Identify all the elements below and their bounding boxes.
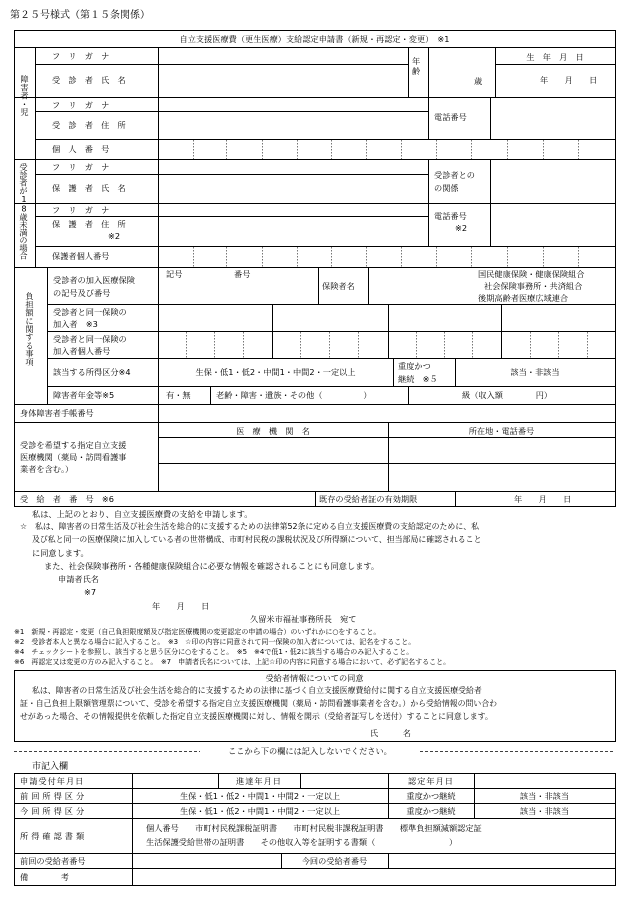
office-title: 市記入欄	[32, 762, 69, 772]
office-this-number-label: 今回の受給者番号	[301, 856, 368, 866]
consent-signature-input[interactable]	[420, 726, 610, 739]
guardian-address-label: 保 護 者 住 所	[52, 219, 126, 229]
pension-label: 障害者年金等※5	[53, 390, 115, 400]
heavy-continuous-label-1: 重度かつ	[398, 361, 431, 371]
income-category-options[interactable]: 生保・低1・低2・中間1・中間2・一定以上	[195, 367, 356, 377]
facility-name-column: 医 療 機 関 名	[236, 426, 310, 436]
note-2: ※2 受診者本人と異なる場合に記入すること。 ※3 ☆印の内容に同意されて同一保険の加入者については、記名をすること。	[14, 638, 416, 646]
same-insurance-num-label-2: 加入者個人番号	[53, 346, 111, 356]
relation-label-1: 受診者との	[434, 170, 475, 180]
office-heavy-options-2: 該当・非該当	[519, 806, 570, 816]
age-unit: 歳	[474, 76, 483, 86]
consent-title: 受給者情報についての同意	[265, 673, 364, 683]
office-heavy-label-1: 重度かつ継続	[406, 791, 456, 801]
cut-line-text: ここから下の欄には記入しないでください。	[228, 746, 392, 756]
same-insurance-num-input[interactable]	[160, 333, 615, 357]
office-prev-income-options: 生保・低1・低2・中間1・中間2・一定以上	[179, 791, 341, 801]
consent-line-3: せがあった場合、その情報提供を依頼した指定自立支援医療機関に対し、情報を開示（受給者証写しを送付）することに同意します。	[20, 712, 493, 721]
note-3: ※4 チェックシートを参照し、該当すると思う区分に○をすること。 ※5 ※4で低1・低2に該当する場合のみ記入すること。	[14, 648, 414, 656]
guardian-address-note: ※2	[108, 231, 121, 241]
office-docs-line-2: 生活保護受給世帯の証明書 その他収入等を証明する書類（ ）	[146, 837, 458, 847]
office-received-label: 申請受付年月日	[20, 776, 85, 786]
same-insurance-input[interactable]	[160, 306, 615, 330]
pension-types[interactable]: 老齢・障害・遺族・その他（ ）	[216, 390, 372, 400]
pension-grade[interactable]: 級（収入額 円）	[462, 390, 553, 400]
birthdate-label: 生 年 月 日	[526, 52, 584, 62]
same-insurance-label-2: 加入者 ※3	[53, 319, 98, 329]
heavy-continuous-options[interactable]: 該当・非該当	[510, 367, 560, 377]
existing-cert-date[interactable]: 年 月 日	[514, 494, 572, 504]
burden-section-label: 負担額に関する事項	[25, 292, 35, 366]
patient-furigana-input[interactable]	[160, 48, 406, 63]
insurance-number-label: 番号	[234, 269, 251, 279]
guardian-section-label: 受診者が18歳未満の場合	[19, 163, 29, 259]
guardian-phone-input[interactable]	[492, 204, 614, 245]
office-heavy-label-2: 重度かつ継続	[406, 806, 456, 816]
insurer-types-1: 国民健康保険・健康保険組合	[478, 269, 585, 279]
handbook-label: 身体障害者手帳番号	[20, 408, 94, 418]
applicant-note: ※7	[84, 587, 97, 597]
patient-furigana-label: フ リ ガ ナ	[52, 51, 110, 61]
guardian-address-input[interactable]	[160, 218, 426, 245]
guardian-furigana-label: フ リ ガ ナ	[52, 162, 110, 172]
addressee: 久留米市福祉事務所長 宛て	[250, 614, 357, 624]
patient-phone-label: 電話番号	[434, 112, 467, 122]
same-insurance-label-1: 受診者と同一保険の	[53, 307, 127, 317]
age-input[interactable]	[430, 65, 494, 96]
recipient-number-input[interactable]	[160, 493, 314, 506]
office-prev-income-label: 前回所得区分	[20, 791, 88, 801]
relation-label-2: の関係	[434, 183, 459, 193]
note-4: ※6 再認定又は変更の方のみ記入すること。 ※7 申請者氏名については、上記☆印の内容に同意する場合において、必ず記名すること。	[14, 658, 451, 666]
existing-cert-label: 既存の受給者証の有効期限	[319, 494, 418, 504]
declaration-line-3: 及び私と同一の医療保険に加入している者の世帯構成、市町村民税の課税状況及び所得額について、担当部局に確認されること	[32, 535, 482, 544]
handbook-input[interactable]	[160, 406, 615, 421]
insurance-label-1: 受診者の加入医療保険	[53, 275, 135, 285]
guardian-name-label: 保 護 者 氏 名	[52, 183, 126, 193]
consent-signature-label: 氏 名	[370, 728, 411, 738]
patient-my-number-input[interactable]	[160, 140, 615, 158]
facility-address-input-1[interactable]	[390, 439, 614, 462]
patient-phone-input[interactable]	[492, 98, 614, 138]
applicant-name-input[interactable]	[110, 572, 410, 598]
recipient-number-label: 受 給 者 番 号 ※6	[20, 494, 114, 504]
office-approved-label: 認定年月日	[408, 776, 454, 786]
form-title: 自立支援医療費（更生医療）支給認定申請書（新規・再認定・変更） ※1	[179, 34, 450, 44]
age-label: 年齢	[412, 56, 421, 76]
facility-name-input-2[interactable]	[160, 465, 386, 490]
income-category-label: 該当する所得区分※4	[53, 367, 131, 377]
guardian-furigana-input[interactable]	[160, 160, 426, 173]
patient-name-input[interactable]	[160, 65, 406, 96]
patient-section-label: 障害者・児	[20, 75, 30, 116]
guardian-phone-note: ※2	[455, 223, 468, 233]
note-1: ※1 新規・再認定・変更（自己負担限度額及び指定医療機関の変更認定の申請の場合）のいずれかに○をすること。	[14, 628, 381, 636]
office-this-income-label: 今回所得区分	[20, 806, 88, 816]
guardian-phone-label: 電話番号	[434, 211, 467, 221]
guardian-name-input[interactable]	[160, 176, 426, 202]
patient-my-number-label: 個 人 番 号	[52, 144, 110, 154]
guardian-my-number-label: 保護者個人番号	[52, 251, 110, 261]
guardian-address-furigana-input[interactable]	[160, 204, 426, 215]
facility-label-3: 業者を含む。）	[20, 464, 74, 474]
facility-label-2: 医療機関（薬局・訪問看護事	[20, 452, 127, 462]
birthdate-placeholder: 年 月 日	[540, 75, 598, 85]
declaration-line-1: 私は、上記のとおり、自立支援医療費の支給を申請します。	[32, 509, 253, 519]
patient-name-label: 受 診 者 氏 名	[52, 75, 126, 85]
insurance-number-input[interactable]	[160, 280, 316, 302]
insurer-types-2: 社会保険事務所・共済組合	[484, 281, 583, 291]
form-number: 第２５号様式（第１５条関係）	[10, 10, 150, 21]
declaration-line-2: ☆ 私は、障害者の日常生活及び社会生活を総合的に支援するための法律第52条に定める自立支援医療費の支給認定のために、私	[20, 522, 479, 531]
facility-address-column: 所在地・電話番号	[468, 426, 535, 436]
consent-line-2: 証・自己負担上限額管理票について、受診を希望する指定自立支援医療機関（薬局・訪問看護事業者を含む。）から受給情報の問い合わ	[20, 699, 498, 708]
patient-furigana2-label: フ リ ガ ナ	[52, 100, 110, 110]
birthdate-input[interactable]	[497, 65, 614, 96]
guardian-my-number-input[interactable]	[160, 248, 615, 266]
guardian-furigana2-label: フ リ ガ ナ	[52, 205, 110, 215]
patient-address-input[interactable]	[160, 112, 426, 138]
same-insurance-num-label-1: 受診者と同一保険の	[53, 334, 127, 344]
facility-address-input-2[interactable]	[390, 465, 614, 490]
office-progress-label: 進達年月日	[236, 776, 282, 786]
office-remarks-label: 備 考	[20, 872, 71, 882]
facility-label-1: 受診を希望する指定自立支援	[20, 440, 127, 450]
declaration-line-4: に同意します。	[32, 548, 89, 558]
office-prev-number-label: 前回の受給者番号	[20, 856, 86, 866]
facility-name-input-1[interactable]	[160, 439, 386, 462]
insurance-symbol-label: 記号	[166, 269, 183, 279]
insurer-types-3: 後期高齢者医療広域連合	[478, 293, 569, 303]
office-this-income-options: 生保・低1・低2・中間1・中間2・一定以上	[179, 806, 341, 816]
insurer-name-input[interactable]	[370, 268, 474, 302]
office-docs-line-1: 個人番号 市町村民税課税証明書 市町村民税非課税証明書 標準負担額減額認定証	[146, 823, 482, 833]
consent-line-1: 私は、障害者の日常生活及び社会生活を総合的に支援するための法律に基づく自立支援医療費給付に関する自立支援医療受給者	[32, 686, 482, 695]
relation-input[interactable]	[492, 160, 614, 202]
patient-address-label: 受 診 者 住 所	[52, 120, 126, 130]
applicant-name-label: 申請者氏名	[58, 574, 99, 584]
insurer-label: 保険者名	[322, 281, 355, 291]
office-heavy-options-1: 該当・非該当	[519, 791, 570, 801]
office-docs-label: 所得確認書類	[20, 831, 88, 841]
heavy-continuous-label-2: 継続 ※５	[398, 374, 438, 384]
application-date[interactable]: 年 月 日	[152, 601, 210, 611]
pension-yes-no[interactable]: 有・無	[166, 390, 191, 400]
declaration-line-5: また、社会保険事務所・各種健康保険組合に必要な情報を確認されることにも同意します。	[44, 561, 380, 571]
patient-address-furigana-input[interactable]	[160, 98, 426, 110]
insurance-label-2: の記号及び番号	[53, 288, 111, 298]
